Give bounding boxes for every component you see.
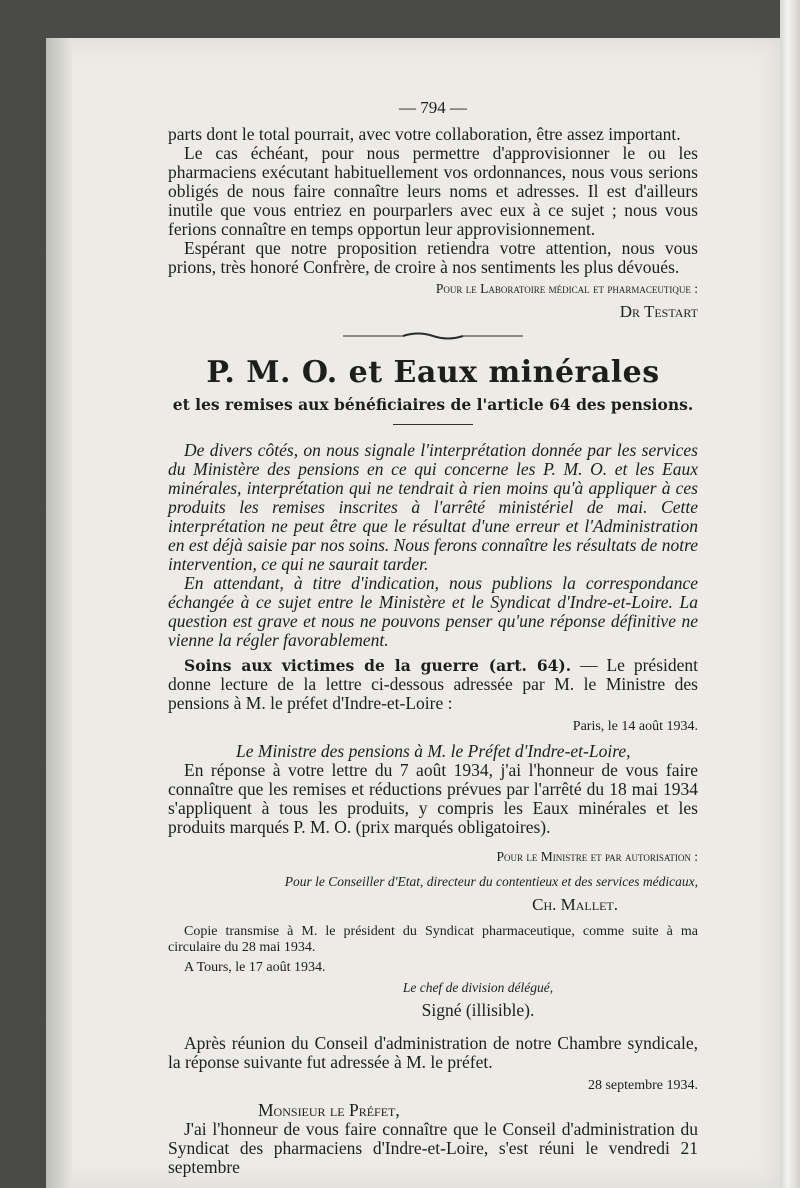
- page-binding-shadow: [46, 38, 72, 1188]
- intro-paragraph-2: En attendant, à titre d'indication, nous publions la correspondance échangée à ce sujet entre le Ministère et le Syndicat d'Indre-et-Loire. La question est grave et nous ne pouvons penser qu'une réponse définitive ne vienne la régler favorablement.: [168, 573, 698, 650]
- article-title: P. M. O. et Eaux minérales: [206, 355, 660, 390]
- section-text: — Le président donne lecture de la lettre ci-dessous adressée par M. le Ministre des pensions à M. le préfet d'Indre-et-Loire :: [168, 655, 698, 713]
- intro-paragraph-1: De divers côtés, on nous signale l'interprétation donnée par les services du Ministère des pensions en ce qui concerne les P. M. O. et les Eaux minérales, interprétation qui ne tendrait à rien moins qu'à appliquer à ces produits les remises inscrites à l'arrêté ministériel de mai. Cette interprétation ne peut être que le résultat d'une erreur et l'Administration en est déjà saisie par nos soins. Nous ferons connaître les résultats de notre intervention, ce qui ne saurait tarder.: [168, 440, 698, 574]
- page-content: [168, 98, 698, 1177]
- response-paragraph: J'ai l'honneur de vous faire connaître que le Conseil d'administration du Syndicat des pharmaciens d'Indre-et-Loire, s'est réuni le vendredi 21 septembre: [168, 1119, 698, 1177]
- letter-paragraph-2: Le cas échéant, pour nous permettre d'approvisionner le ou les pharmaciens exécutant habituellement vos ordonnances, nous vous serions obligés de nous faire connaître leurs noms et adresses. Il est d'ailleurs inutile que vous entriez en pourparlers avec eux à ce sujet ; nous vous ferions connaître en temps opportun leur approvisionnement.: [168, 143, 698, 239]
- after-meeting-paragraph: Après réunion du Conseil d'administration de notre Chambre syndicale, la réponse suivante fut adressée à M. le préfet.: [168, 1033, 698, 1072]
- page-right-edge: [780, 0, 800, 1188]
- letter-address: Le Ministre des pensions à M. le Préfet d'Indre-et-Loire,: [236, 741, 631, 761]
- title-rule: [393, 424, 473, 425]
- minister-signature-title: Pour le Conseiller d'Etat, directeur du contentieux et des services médicaux,: [284, 874, 698, 889]
- section-heading: Soins aux victimes de la guerre (art. 64).: [184, 656, 572, 675]
- salutation: Monsieur le Préfet,: [258, 1100, 400, 1120]
- letter-signature-line: Pour le Laboratoire médical et pharmaceutique :: [435, 281, 698, 296]
- letter-paragraph-3: Espérant que notre proposition retiendra votre attention, nous vous prions, très honoré Confrère, de croire à nos sentiments les plus dévoués.: [168, 238, 698, 277]
- ornament-divider: [168, 331, 698, 341]
- response-date: 28 septembre 1934.: [587, 1078, 698, 1093]
- letter-paragraph-1: parts dont le total pourrait, avec votre collaboration, être assez important.: [168, 124, 681, 144]
- signature-illegible: Signé (illisible).: [421, 1000, 535, 1020]
- tours-date: A Tours, le 17 août 1934.: [184, 960, 326, 975]
- minister-signature-name: Ch. Mallet.: [532, 895, 618, 914]
- page-number: — 794 —: [399, 98, 467, 117]
- letter-signature-name: Dr Testart: [619, 302, 698, 321]
- letter-date-paris: Paris, le 14 août 1934.: [572, 719, 698, 734]
- chef-division: Le chef de division délégué,: [402, 980, 554, 995]
- section-paragraph: [168, 656, 698, 713]
- minister-letter: En réponse à votre lettre du 7 août 1934, j'ai l'honneur de vous faire connaître que les remises et réductions prévues par l'arrêté du 18 mai 1934 s'appliquent à tous les produits, y compris les Eaux minérales et les produits marqués P. M. O. (prix marqués obligatoires).: [168, 760, 698, 837]
- article-subtitle: et les remises aux bénéficiaires de l'article 64 des pensions.: [172, 395, 694, 414]
- copy-note: Copie transmise à M. le président du Syndicat pharmaceutique, comme suite à ma circulaire du 28 mai 1934.: [168, 924, 698, 955]
- minister-signature-line: Pour le Ministre et par autorisation :: [496, 849, 698, 864]
